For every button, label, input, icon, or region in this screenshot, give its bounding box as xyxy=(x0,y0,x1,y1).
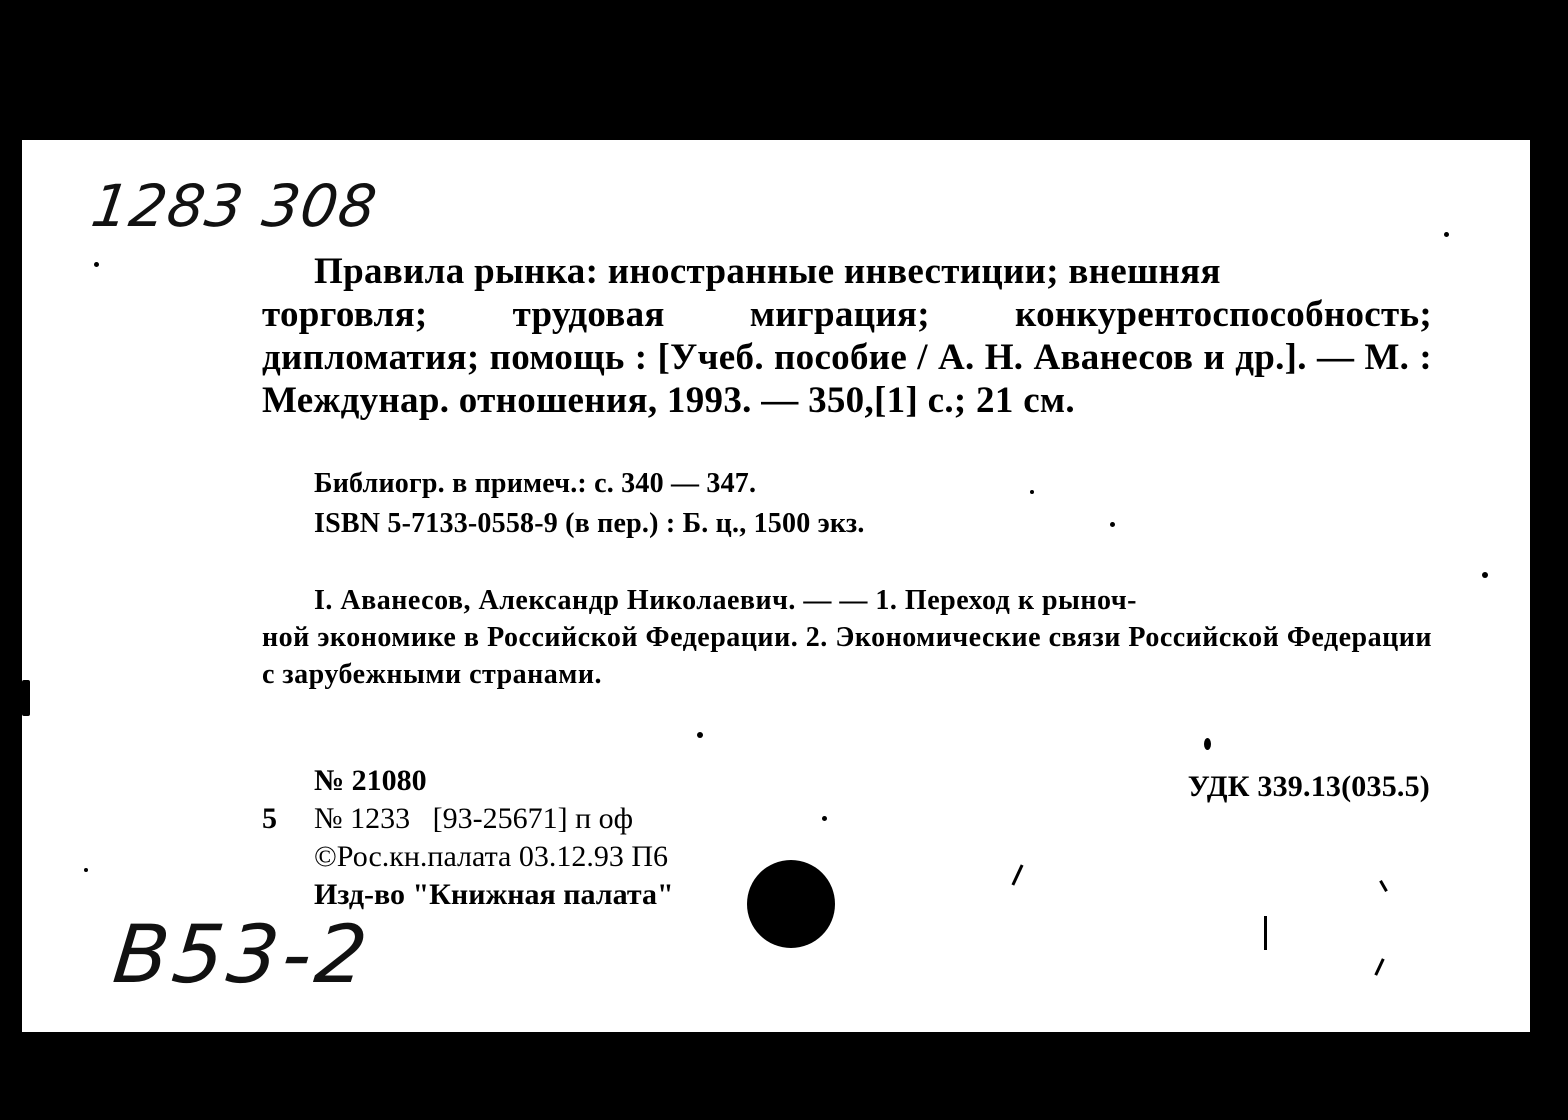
scan-speck xyxy=(84,868,88,872)
subject-line-1: I. Аванесов, Александр Николаевич. — — 1. Переход к рыноч- xyxy=(314,585,1137,616)
title-block xyxy=(262,250,1432,422)
scan-mark xyxy=(1264,916,1267,950)
title-rest: торговля; трудовая миграция; конкурентоспособность; дипломатия; помощь : [Учеб. пособие / А. Н. Аванесов и др.]. — М. : Междунар. отношения, 1993. — 350,[1] с.; 21 см. xyxy=(262,294,1432,421)
scan-speck xyxy=(94,262,99,267)
catalog-card xyxy=(22,140,1530,1032)
subject-rest: ной экономике в Российской Федерации. 2. Экономические связи Российской Федерации с зарубежными странами. xyxy=(262,622,1432,690)
scan-speck xyxy=(1110,522,1115,527)
ink-blot xyxy=(747,860,835,948)
scan-speck xyxy=(1444,232,1449,237)
record-row xyxy=(262,800,674,838)
scan-mark xyxy=(1374,958,1384,976)
scan-speck xyxy=(1204,738,1211,750)
bibliography-note: Библиогр. в примеч.: с. 340 — 347. xyxy=(314,468,757,499)
scan-speck xyxy=(697,732,703,738)
handwritten-shelfmark-top: 1283 308 xyxy=(87,172,382,240)
record-line: № 1233 [93-25671] п оф xyxy=(314,802,634,835)
scan-speck xyxy=(22,680,30,716)
copyright-row xyxy=(262,838,674,876)
scan-speck xyxy=(822,816,827,821)
scan-speck xyxy=(1030,490,1034,494)
title-line-1: Правила рынка: иностранные инвестиции; внешняя xyxy=(314,251,1221,292)
publisher-line: Изд-во "Книжная палата" xyxy=(314,878,674,911)
footer-left xyxy=(262,762,674,914)
isbn-line: ISBN 5-7133-0558-9 (в пер.) : Б. ц., 1500 экз. xyxy=(314,508,865,539)
number-row xyxy=(262,762,674,800)
udk-code: УДК 339.13(035.5) xyxy=(1187,770,1430,803)
line-prefix: 5 xyxy=(262,802,277,835)
subject-headings xyxy=(262,582,1432,693)
card-number: № 21080 xyxy=(314,764,427,797)
scan-mark xyxy=(1379,880,1388,892)
copyright-line: ©Рос.кн.палата 03.12.93 П6 xyxy=(314,840,669,873)
scan-mark xyxy=(1011,864,1023,885)
scan-speck xyxy=(1482,572,1488,578)
handwritten-shelfmark-bottom: B53-2 xyxy=(109,908,376,1001)
